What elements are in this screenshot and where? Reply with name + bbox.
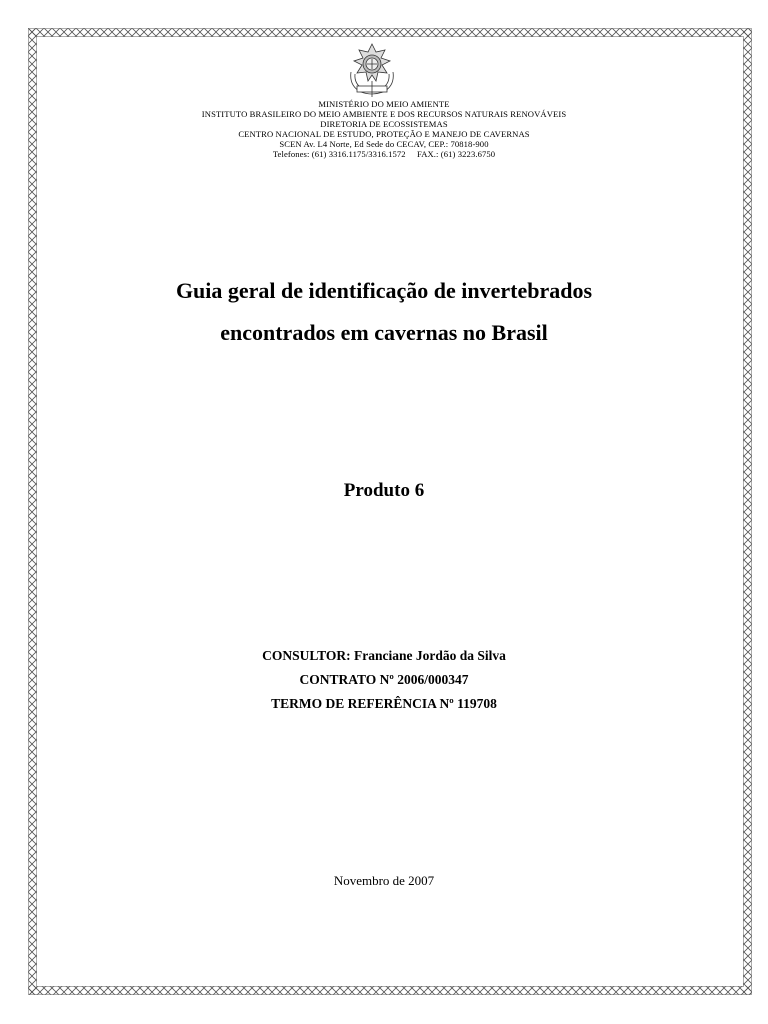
header-line-directorate: DIRETORIA DE ECOSSISTEMAS	[320, 119, 448, 129]
product-label: Produto 6	[343, 480, 425, 501]
header-line-phones: Telefones: (61) 3316.1175/3316.1572 FAX.: (61) 3223.6750	[272, 149, 496, 159]
institution-header	[0, 99, 768, 159]
consultant-info	[0, 644, 768, 716]
document-title	[0, 270, 768, 354]
consultant-name: CONSULTOR: Franciane Jordão da Silva	[262, 648, 506, 663]
title-line-1: Guia geral de identificação de invertebrados	[175, 278, 593, 303]
reference-term: TERMO DE REFERÊNCIA Nº 119708	[271, 696, 497, 711]
header-line-ministry: MINISTÉRIO DO MEIO AMIENTE	[318, 99, 450, 109]
header-line-address: SCEN Av. L4 Norte, Ed Sede do CECAV, CEP.: 70818-900	[279, 139, 489, 149]
document-date: Novembro de 2007	[333, 873, 435, 888]
title-line-2: encontrados em cavernas no Brasil	[220, 320, 548, 345]
brazil-coat-of-arms-icon	[343, 42, 401, 100]
header-line-institute: INSTITUTO BRASILEIRO DO MEIO AMBIENTE E DOS RECURSOS NATURAIS RENOVÁVEIS	[201, 109, 567, 119]
contract-number: CONTRATO Nº 2006/000347	[299, 672, 469, 687]
header-line-center: CENTRO NACIONAL DE ESTUDO, PROTEÇÃO E MANEJO DE CAVERNAS	[238, 129, 530, 139]
